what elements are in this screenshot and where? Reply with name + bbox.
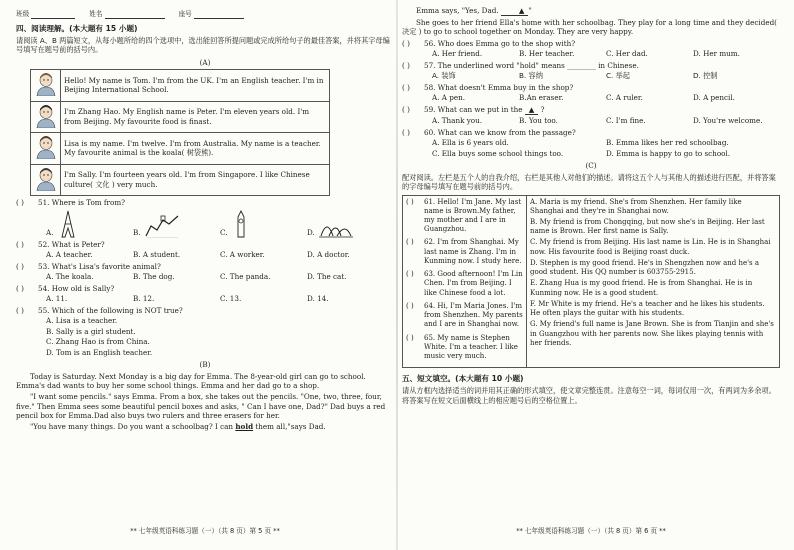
answer-option[interactable]: D. The cat. xyxy=(307,272,347,282)
answer-option[interactable]: C. Zhang Hao is from China. xyxy=(46,337,150,347)
underlined-word-hold: hold xyxy=(235,422,254,432)
section-5-instruction: 请从方框内选择适当的词并用其正确的形式填空，使文章完整连贯。注意每空一词，每词仅用一次，有两词为多余项。将答案写在短文后面横线上的相应题号后的空格位置上。 xyxy=(402,386,776,405)
answer-option[interactable]: B. The dog. xyxy=(133,272,175,282)
question-stem: 54. How old is Sally? xyxy=(38,283,115,293)
person-portrait-icon xyxy=(35,135,57,159)
passage-b-paragraph: "I want some pencils." says Emma. From a box, she takes out the pencils. "One, two, three, four, five." Then Emma sees some beautiful pencil boxes and asks, " Can I have one, Dad?" Dad buys a red pencil box for Emma.Dad also buys two rulers and three erasers for her. xyxy=(16,392,386,421)
intro-text: I'm Zhang Hao. My English name is Peter. I'm eleven years old. I'm from Beijing. My favourite food is finast. xyxy=(61,101,330,133)
answer-option[interactable]: B. Sally is a girl student. xyxy=(46,326,136,336)
answer-option[interactable]: A. 装饰 xyxy=(432,71,456,80)
answer-paren[interactable]: ( ) xyxy=(406,270,414,279)
matching-table xyxy=(402,195,780,369)
name-label: 姓名 xyxy=(89,10,103,18)
answer-option[interactable]: D. Emma is happy to go to school. xyxy=(606,148,731,158)
passage-b-paragraph: Today is Saturday. Next Monday is a big day for Emma. The 8-year-old girl can go to school. Emma's dad wants to buy her some school things. Emma and her dad go to a shop. xyxy=(16,371,366,391)
question-stem: 59. What can we put in the ▲ ? xyxy=(424,104,545,114)
class-blank[interactable] xyxy=(31,11,75,19)
questions-51-55 xyxy=(16,198,394,357)
option-letter: B. xyxy=(133,228,141,238)
passage-b-last-paragraph: She goes to her friend Ella's home with her schoolbag. They play for a long time and they decided( 决定 ) to go to school together on Monday. They are very happy. xyxy=(402,17,777,36)
question-item xyxy=(402,105,780,126)
answer-option[interactable]: A. A teacher. xyxy=(46,250,93,260)
self-intro-text: 61. Hello! I'm Jane. My last name is Brown.My father, my mother and I are in Guangzhou. xyxy=(424,197,522,234)
answer-option[interactable]: A. Her friend. xyxy=(432,49,483,58)
landmark-picture xyxy=(232,210,250,238)
page-5 xyxy=(16,4,394,538)
matching-left-column xyxy=(403,195,527,368)
emma-says-line: Emma says, "Yes, Dad. ▲ " xyxy=(416,5,532,15)
question-stem-row xyxy=(16,198,394,208)
question-item xyxy=(16,284,394,304)
intro-avatar-cell xyxy=(31,133,61,165)
question-stem: 60. What can we know from the passage? xyxy=(424,127,576,137)
answer-option[interactable]: B.An eraser. xyxy=(519,93,564,102)
matching-left-item xyxy=(406,302,523,330)
answer-option[interactable]: D. A doctor. xyxy=(307,250,350,260)
answer-paren[interactable]: ( ) xyxy=(402,104,410,114)
intro-table xyxy=(30,69,330,196)
matching-description: B. My friend is from Chongqing, but now she's in Beijing. Her last name is Brown. Her first name is Sally. xyxy=(530,217,765,236)
self-intro-text: 64. Hi, I'm Maria Jones. I'm from Shenzhen. My parents and I are in Shanghai now. xyxy=(424,301,523,329)
question-item xyxy=(16,198,394,238)
matching-description: D. Stephen is my good friend. He's in Shengzhen now and he's a good student. His QQ number is 603755-2915. xyxy=(530,258,760,277)
answer-paren[interactable]: ( ) xyxy=(406,333,414,342)
passage-c-label: (C) xyxy=(585,161,597,170)
answer-option[interactable]: B. Emma likes her red schoolbag. xyxy=(606,138,729,147)
option-letter: A. xyxy=(46,228,54,238)
matching-description: F. Mr White is my friend. He's a teacher and he likes his students. He often plays the guitar with his students. xyxy=(530,299,765,318)
intro-avatar-cell xyxy=(31,101,61,133)
question-item xyxy=(402,128,780,159)
answer-paren[interactable]: ( ) xyxy=(402,60,410,70)
intro-row xyxy=(31,70,330,102)
page-6-footer: ** 七年级英语科练习题（一）（共 8 页）第 6 页 ** xyxy=(516,527,666,536)
option-row xyxy=(16,250,394,260)
answer-option[interactable]: B. Her teacher. xyxy=(519,49,575,58)
sydney-opera-house-icon xyxy=(319,216,353,238)
question-item xyxy=(16,240,394,260)
answer-option[interactable]: A. The koala. xyxy=(46,272,94,282)
question-item xyxy=(16,262,394,282)
question-stem-row xyxy=(16,262,394,272)
question-stem: 52. What is Peter? xyxy=(38,239,105,249)
answer-option[interactable]: D. Her mum. xyxy=(693,49,740,58)
question-stem-row xyxy=(402,105,780,116)
answer-option[interactable]: C. 13. xyxy=(220,294,242,304)
question-stem-row xyxy=(16,240,394,250)
question-stem-row xyxy=(402,61,780,71)
question-stem-row xyxy=(402,39,780,49)
question-stem-row xyxy=(402,128,780,138)
answer-paren[interactable]: ( ) xyxy=(402,82,410,92)
seat-label: 座号 xyxy=(178,10,192,18)
section-4-instruction: 请阅读 A、B 两篇短文，从每小题所给的四个选项中，选出能回答所提问题或完成所给句子的最佳答案，并将其字母编号填写在题号前的括号内。 xyxy=(16,35,390,55)
page-5-footer: ** 七年级英语科练习题（一）（共 8 页）第 5 页 ** xyxy=(130,527,280,536)
question-stem: 55. Which of the following is NOT true? xyxy=(38,305,183,315)
answer-option[interactable]: C. I'm fine. xyxy=(606,116,646,125)
class-label: 班级 xyxy=(16,10,30,18)
section-4-heading: 四、阅读理解。(本大题有 15 小题) xyxy=(16,23,138,33)
intro-text: I'm Sally. I'm fourteen years old. I'm from Singapore. I like Chinese culture( 文化 ) very much. xyxy=(61,164,330,196)
option-row xyxy=(402,49,780,59)
picture-option[interactable] xyxy=(220,210,307,238)
question-item xyxy=(402,83,780,103)
answer-paren[interactable]: ( ) xyxy=(402,38,410,48)
question-stem-row xyxy=(16,284,394,294)
intro-avatar-cell xyxy=(31,70,61,102)
matching-description: E. Zhang Hua is my good friend. He is from Shanghai. He is in Kunming now. He is a good student. xyxy=(530,279,753,297)
option-row xyxy=(402,116,780,126)
question-item xyxy=(16,306,394,358)
answer-paren[interactable]: ( ) xyxy=(16,261,24,271)
landmark-picture xyxy=(319,216,353,238)
matching-description: G. My friend's full name is Jane Brown. She is from Tianjin and she's in Guangzhou with her parents now. She likes playing tennis with her friends. xyxy=(530,320,774,347)
passage-b xyxy=(16,372,394,432)
passage-b-paragraph: "You have many things. Do you want a schoolbag? I can hold them all,"says Dad. xyxy=(30,422,326,432)
person-portrait-icon xyxy=(35,104,57,128)
answer-paren[interactable]: ( ) xyxy=(406,301,414,310)
answer-option[interactable]: C. A ruler. xyxy=(606,93,643,102)
intro-text: Lisa is my name. I'm twelve. I'm from Australia. My name is a teacher. My favourite animal is the koala( 树袋熊). xyxy=(61,133,330,165)
intro-row xyxy=(31,164,330,196)
questions-56-60 xyxy=(402,39,780,159)
question-stem-row xyxy=(402,83,780,93)
question-stem: 56. Who does Emma go to the shop with? xyxy=(424,38,576,48)
answer-paren[interactable]: ( ) xyxy=(16,198,24,208)
answer-option[interactable]: C. A worker. xyxy=(220,250,265,260)
option-letter: D. xyxy=(307,228,315,238)
person-portrait-icon xyxy=(35,72,57,96)
matching-left-item xyxy=(406,198,523,235)
self-intro-text: 62. I'm from Shanghai. My last name is Zhang. I'm in Kunming now. I study here. xyxy=(424,238,522,265)
landmark-picture xyxy=(145,212,179,238)
picture-option[interactable] xyxy=(46,210,133,238)
answer-paren[interactable]: ( ) xyxy=(16,283,24,293)
option-row xyxy=(16,272,394,282)
answer-paren[interactable]: ( ) xyxy=(406,238,414,247)
answer-option[interactable]: A. A pen. xyxy=(432,93,466,102)
passage-c-instruction: 配对阅读。左栏是五个人的自我介绍，右栏是其他人对他们的描述。请将这五个人与其他人的描述进行匹配，并将答案的字母编号填写在题号前的括号内。 xyxy=(402,172,776,191)
matching-right-column xyxy=(527,195,780,368)
answer-option[interactable]: B. You too. xyxy=(519,116,558,125)
option-row xyxy=(16,294,394,304)
emma-says-text: Emma says, "Yes, Dad. xyxy=(416,5,499,15)
answer-option[interactable]: D. A pencil. xyxy=(693,93,735,102)
option-row xyxy=(402,149,780,159)
option-row xyxy=(402,138,780,148)
answer-option[interactable]: C. The panda. xyxy=(220,272,271,282)
passage-b-continued xyxy=(402,6,780,37)
answer-option[interactable]: B. 容纳 xyxy=(519,71,543,80)
answer-paren[interactable]: ( ) xyxy=(16,305,24,315)
question-item xyxy=(402,39,780,59)
question-stem: 51. Where is Tom from? xyxy=(38,198,125,208)
person-portrait-icon xyxy=(35,167,57,191)
answer-paren[interactable]: ( ) xyxy=(402,127,410,137)
self-intro-text: 65. My name is Stephen White. I'm a teacher. I like music very much. xyxy=(424,333,518,361)
question-stem: 58. What doesn't Emma buy in the shop? xyxy=(424,82,574,92)
matching-description: C. My friend is from Beijing. His last name is Lin. He is in Shanghai now. His favourite food is Beijing roast duck. xyxy=(530,238,771,256)
passage-a-label: (A) xyxy=(199,57,211,67)
matching-description: A. Maria is my friend. She's from Shenzhen. Her family like Shanghai and they're in Shanghai now. xyxy=(530,197,742,215)
question-stem: 53. What's Lisa's favorite animal? xyxy=(38,261,161,271)
great-wall-icon xyxy=(145,212,179,238)
answer-option[interactable]: B. 12. xyxy=(133,294,155,304)
answer-option[interactable]: B. A student. xyxy=(133,250,181,260)
answer-option[interactable]: A. Ella is 6 years old. xyxy=(432,138,509,147)
answer-option[interactable]: C. 举起 xyxy=(606,71,630,80)
big-ben-icon xyxy=(232,210,250,238)
matching-left-item xyxy=(406,334,523,362)
answer-option[interactable]: A. 11. xyxy=(46,294,68,304)
intro-text: Hello! My name is Tom. I'm from the UK. I'm an English teacher. I'm in Beijing International School. xyxy=(61,70,330,102)
intro-row xyxy=(31,101,330,133)
self-intro-text: 63. Good afternoon! I'm Lin Chen. I'm from Beijing. I like Chinese food a lot. xyxy=(424,270,523,297)
answer-option[interactable]: D. Tom is an English teacher. xyxy=(46,347,153,357)
student-info-row xyxy=(16,10,394,19)
question-item xyxy=(402,61,780,81)
answer-option[interactable]: D. 控制 xyxy=(693,71,718,80)
intro-row xyxy=(31,133,330,165)
picture-options xyxy=(16,208,394,238)
page-gutter xyxy=(396,0,398,550)
eiffel-tower-icon xyxy=(57,210,79,238)
answer-option[interactable]: D. You're welcome. xyxy=(693,116,763,125)
answer-option[interactable]: C. Her dad. xyxy=(606,49,648,58)
picture-option[interactable] xyxy=(133,212,220,238)
option-row xyxy=(402,71,780,81)
matching-left-item xyxy=(406,270,523,298)
passage-b-label: (B) xyxy=(199,360,211,370)
answer-option[interactable]: C. Ella buys some school things too. xyxy=(432,148,564,158)
picture-option[interactable] xyxy=(307,216,394,238)
option-row xyxy=(402,93,780,103)
question-stem-row xyxy=(16,306,394,316)
answer-blank-59[interactable]: ▲ xyxy=(501,6,529,17)
intro-avatar-cell xyxy=(31,164,61,196)
option-letter: C. xyxy=(220,228,228,238)
answer-paren[interactable]: ( ) xyxy=(406,197,414,206)
name-blank[interactable] xyxy=(105,11,165,19)
answer-option[interactable]: D. 14. xyxy=(307,294,329,304)
answer-option[interactable]: A. Lisa is a teacher. xyxy=(46,316,118,326)
section-5-heading: 五、短文填空。(本大题有 10 小题) xyxy=(402,374,524,384)
page-6 xyxy=(402,4,780,538)
seat-blank[interactable] xyxy=(194,11,244,19)
answer-paren[interactable]: ( ) xyxy=(16,239,24,249)
landmark-picture xyxy=(57,210,79,238)
matching-left-item xyxy=(406,238,523,266)
answer-option[interactable]: A. Thank you. xyxy=(432,116,483,125)
option-column xyxy=(16,316,394,357)
question-stem: 57. The underlined word "hold" means ________ in Chinese. xyxy=(424,60,639,70)
blank-triangle-mark: ▲ xyxy=(525,105,539,116)
